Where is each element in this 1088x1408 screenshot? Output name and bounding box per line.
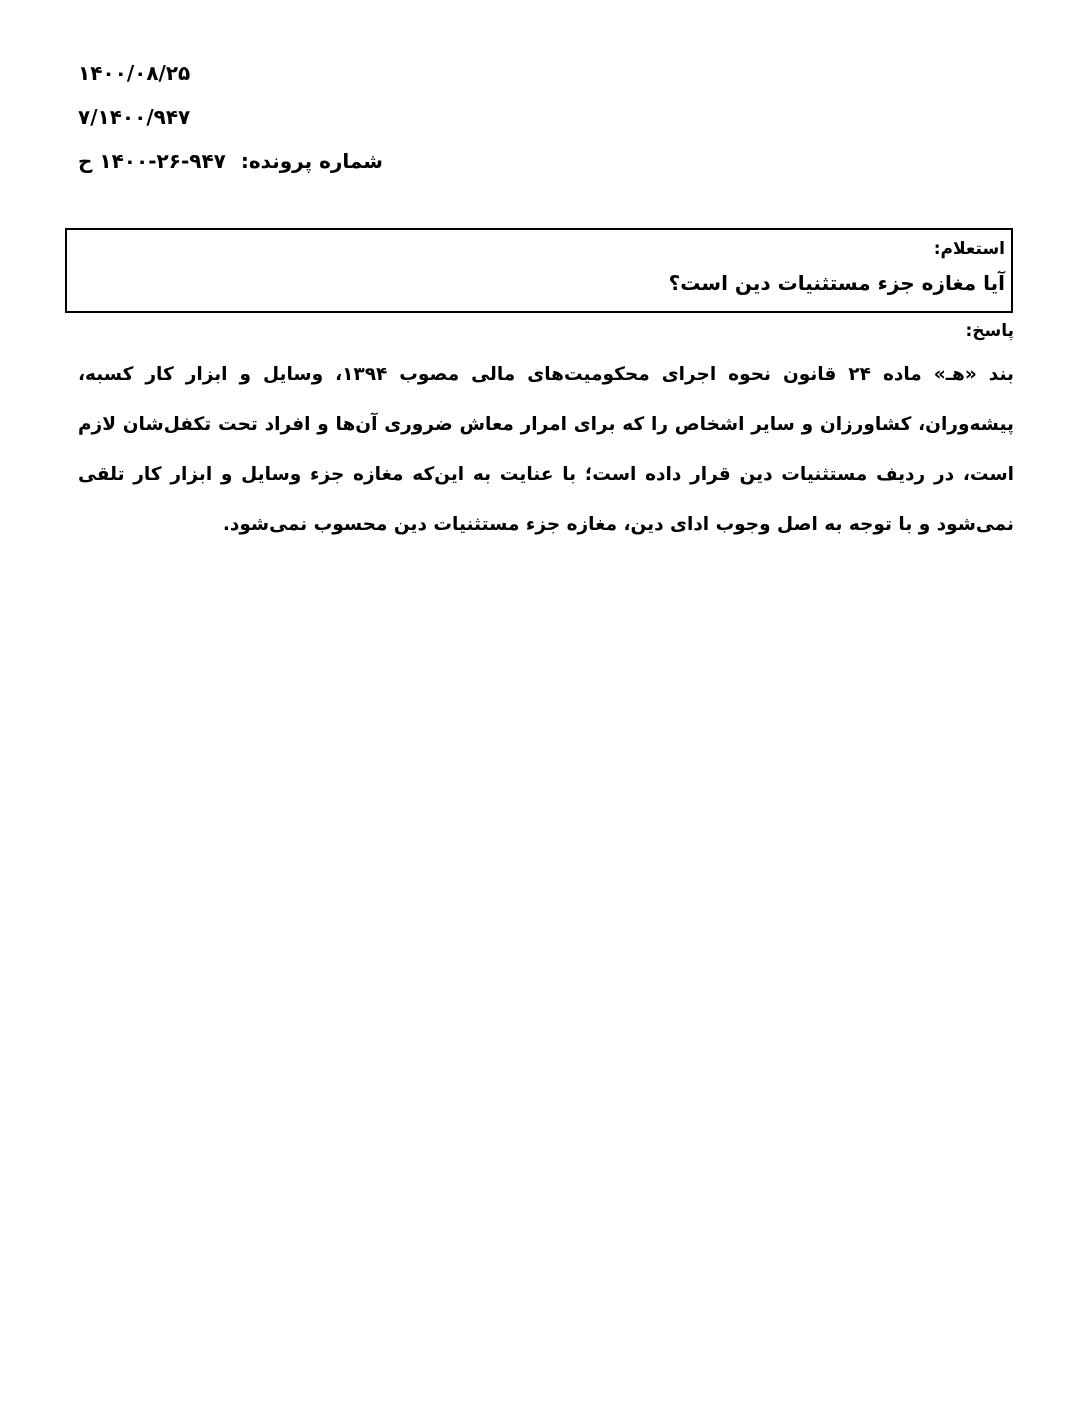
file-number bbox=[78, 146, 498, 176]
answer-heading: پاسخ: bbox=[965, 321, 1014, 341]
answer-body: بند «هـ» ماده ۲۴ قانون نحوه اجرای محکومیت‌های مالی مصوب ۱۳۹۴، وسایل و ابزار کار کسبه، پیشه‌وران، کشاورزان و سایر اشخاص را که برای امرار معاش ضروری آن‌ها و افراد تحت تکفل‌شان لازم است، در ردیف مستثنیات دین قرار داده است؛ با عنایت به این‌که مغازه جزء وسایل و ابزار کار تلقی نمی‌شود و با توجه به اصل وجوب ادای دین، مغازه جزء مستثنیات دین محسوب نمی‌شود. bbox=[78, 364, 1014, 535]
file-number-value: ۹۴۷-۲۶-۱۴۰۰ ح bbox=[78, 149, 226, 173]
inquiry-heading: استعلام: bbox=[933, 239, 1005, 259]
inquiry-box bbox=[65, 228, 1013, 313]
letter-number: ۷/۱۴۰۰/۹۴۷ bbox=[78, 105, 191, 129]
document-header bbox=[78, 58, 498, 176]
answer-section bbox=[78, 318, 1014, 550]
inquiry-question: آیا مغازه جزء مستثنیات دین است؟ bbox=[668, 271, 1005, 295]
file-number-label: شماره پرونده: bbox=[240, 149, 383, 173]
document-date: ۱۴۰۰/۰۸/۲۵ bbox=[78, 61, 191, 85]
